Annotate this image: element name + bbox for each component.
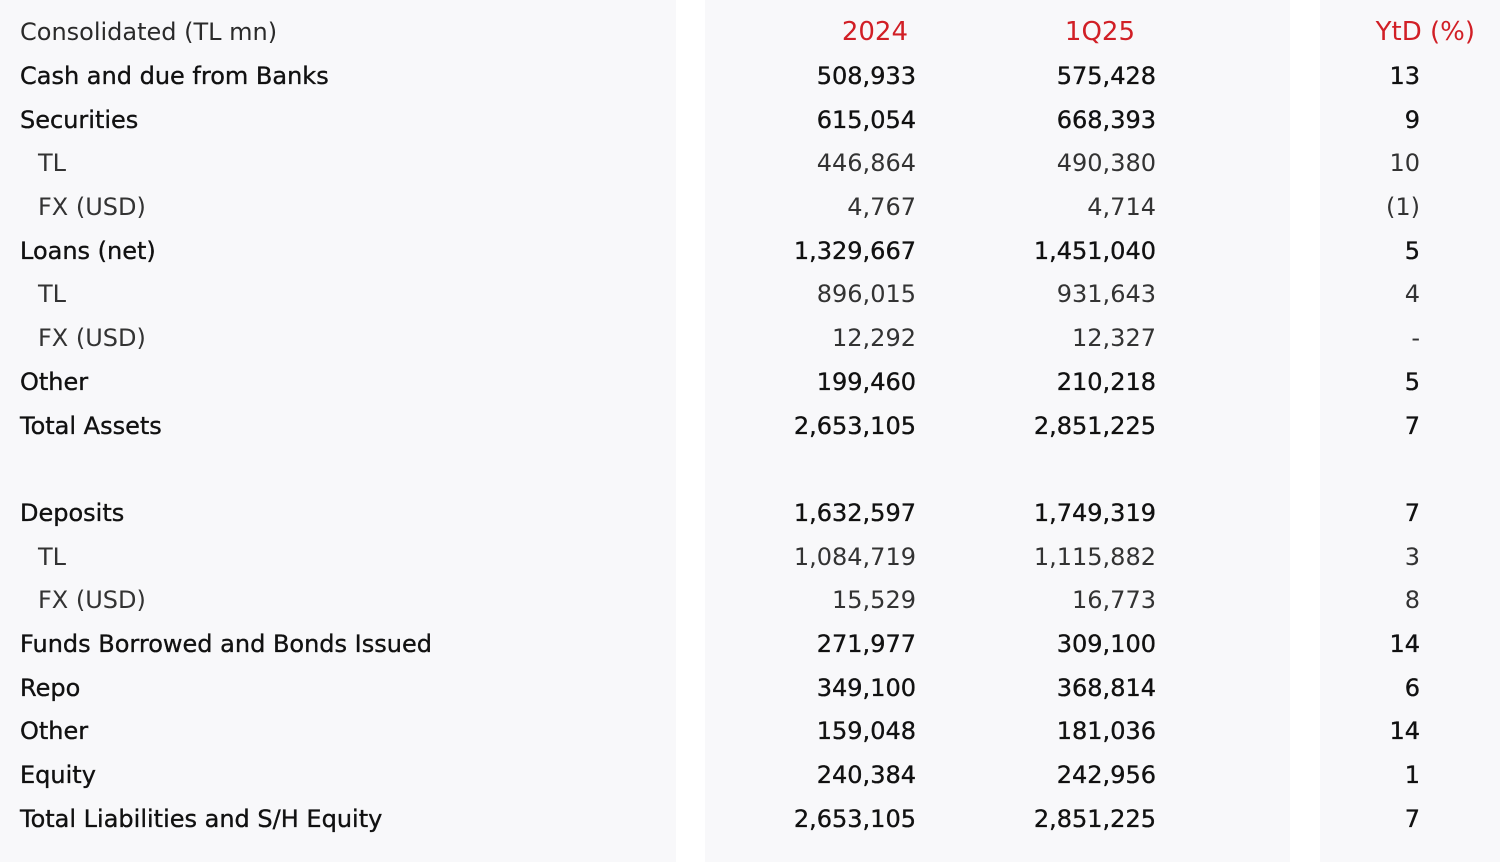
value-ytd: -: [1411, 324, 1420, 353]
value-ytd: 1: [1404, 761, 1420, 789]
table-title: Consolidated (TL mn): [20, 18, 278, 46]
row-label: Funds Borrowed and Bonds Issued: [20, 629, 432, 658]
value-ytd: 13: [1389, 62, 1420, 90]
value-1q25: 575,428: [1056, 62, 1156, 90]
table-row: [0, 186, 1500, 230]
value-1q25: 4,714: [1087, 193, 1156, 222]
value-1q25: 368,814: [1056, 673, 1156, 702]
value-2024: 271,977: [816, 629, 916, 658]
value-1q25: 490,380: [1056, 149, 1156, 178]
value-ytd: 5: [1404, 236, 1420, 265]
value-2024: 508,933: [816, 62, 916, 90]
table-row: [0, 710, 1500, 754]
value-ytd: 14: [1389, 629, 1420, 658]
table-row: [0, 361, 1500, 405]
row-label: Total Assets: [20, 411, 162, 440]
value-1q25: 2,851,225: [1033, 804, 1156, 833]
value-2024: 896,015: [816, 280, 916, 309]
table-row: [0, 230, 1500, 274]
row-label: TL: [38, 542, 67, 571]
value-2024: 1,632,597: [793, 498, 916, 527]
value-2024: 4,767: [847, 193, 916, 222]
value-2024: 2,653,105: [793, 411, 916, 440]
row-label: FX (USD): [38, 324, 146, 353]
value-ytd: 7: [1404, 498, 1420, 527]
value-2024: 1,084,719: [793, 542, 916, 571]
table-row: [0, 579, 1500, 623]
value-2024: 199,460: [816, 367, 916, 396]
row-label: FX (USD): [38, 193, 146, 222]
value-ytd: 4: [1404, 280, 1420, 309]
value-ytd: 9: [1404, 105, 1420, 134]
table-row: [0, 754, 1500, 798]
table-row: [0, 273, 1500, 317]
column-header-1q25: 1Q25: [1064, 17, 1135, 47]
value-1q25: 931,643: [1056, 280, 1156, 309]
table-row: [0, 798, 1500, 842]
table-row: [0, 142, 1500, 186]
value-2024: 2,653,105: [793, 804, 916, 833]
value-1q25: 16,773: [1072, 586, 1156, 615]
value-1q25: 181,036: [1056, 717, 1156, 746]
value-ytd: 5: [1404, 367, 1420, 396]
table-row: [0, 667, 1500, 711]
row-label: Securities: [20, 105, 139, 134]
value-1q25: 668,393: [1056, 105, 1156, 134]
column-header-ytd: YtD (%): [1375, 17, 1475, 47]
row-label: Repo: [20, 673, 81, 702]
row-label: TL: [38, 149, 67, 178]
table-row: [0, 317, 1500, 361]
row-label: Other: [20, 717, 89, 746]
table-row: [0, 623, 1500, 667]
value-ytd: 8: [1404, 586, 1420, 615]
row-label: Other: [20, 367, 89, 396]
row-label: Loans (net): [20, 236, 156, 265]
value-ytd: 7: [1404, 411, 1420, 440]
value-ytd: 6: [1404, 673, 1420, 702]
table-row: [0, 99, 1500, 143]
value-1q25: 2,851,225: [1033, 411, 1156, 440]
value-1q25: 309,100: [1056, 629, 1156, 658]
value-ytd: (1): [1386, 193, 1420, 222]
row-label: FX (USD): [38, 586, 146, 615]
table-row: [0, 405, 1500, 449]
value-1q25: 1,115,882: [1033, 542, 1156, 571]
row-label: TL: [38, 280, 67, 309]
value-2024: 15,529: [832, 586, 916, 615]
value-2024: 615,054: [816, 105, 916, 134]
table-row: [0, 536, 1500, 580]
value-ytd: 14: [1389, 717, 1420, 746]
value-1q25: 210,218: [1056, 367, 1156, 396]
value-2024: 1,329,667: [793, 236, 916, 265]
value-ytd: 3: [1404, 542, 1420, 571]
value-ytd: 10: [1389, 149, 1420, 178]
value-1q25: 242,956: [1056, 761, 1156, 789]
value-2024: 240,384: [816, 761, 916, 789]
value-2024: 159,048: [816, 717, 916, 746]
value-2024: 12,292: [832, 324, 916, 353]
table-row: [0, 55, 1500, 99]
balance-sheet-table: [0, 55, 1500, 841]
row-label: Cash and due from Banks: [20, 62, 329, 90]
row-label: Total Liabilities and S/H Equity: [20, 804, 383, 833]
value-ytd: 7: [1404, 804, 1420, 833]
section-spacer: [0, 448, 1500, 492]
row-label: Equity: [20, 761, 96, 789]
row-label: Deposits: [20, 498, 125, 527]
value-2024: 349,100: [816, 673, 916, 702]
value-1q25: 1,749,319: [1033, 498, 1156, 527]
value-1q25: 12,327: [1072, 324, 1156, 353]
table-row: [0, 492, 1500, 536]
column-header-2024: 2024: [841, 17, 908, 47]
value-1q25: 1,451,040: [1033, 236, 1156, 265]
value-2024: 446,864: [816, 149, 916, 178]
